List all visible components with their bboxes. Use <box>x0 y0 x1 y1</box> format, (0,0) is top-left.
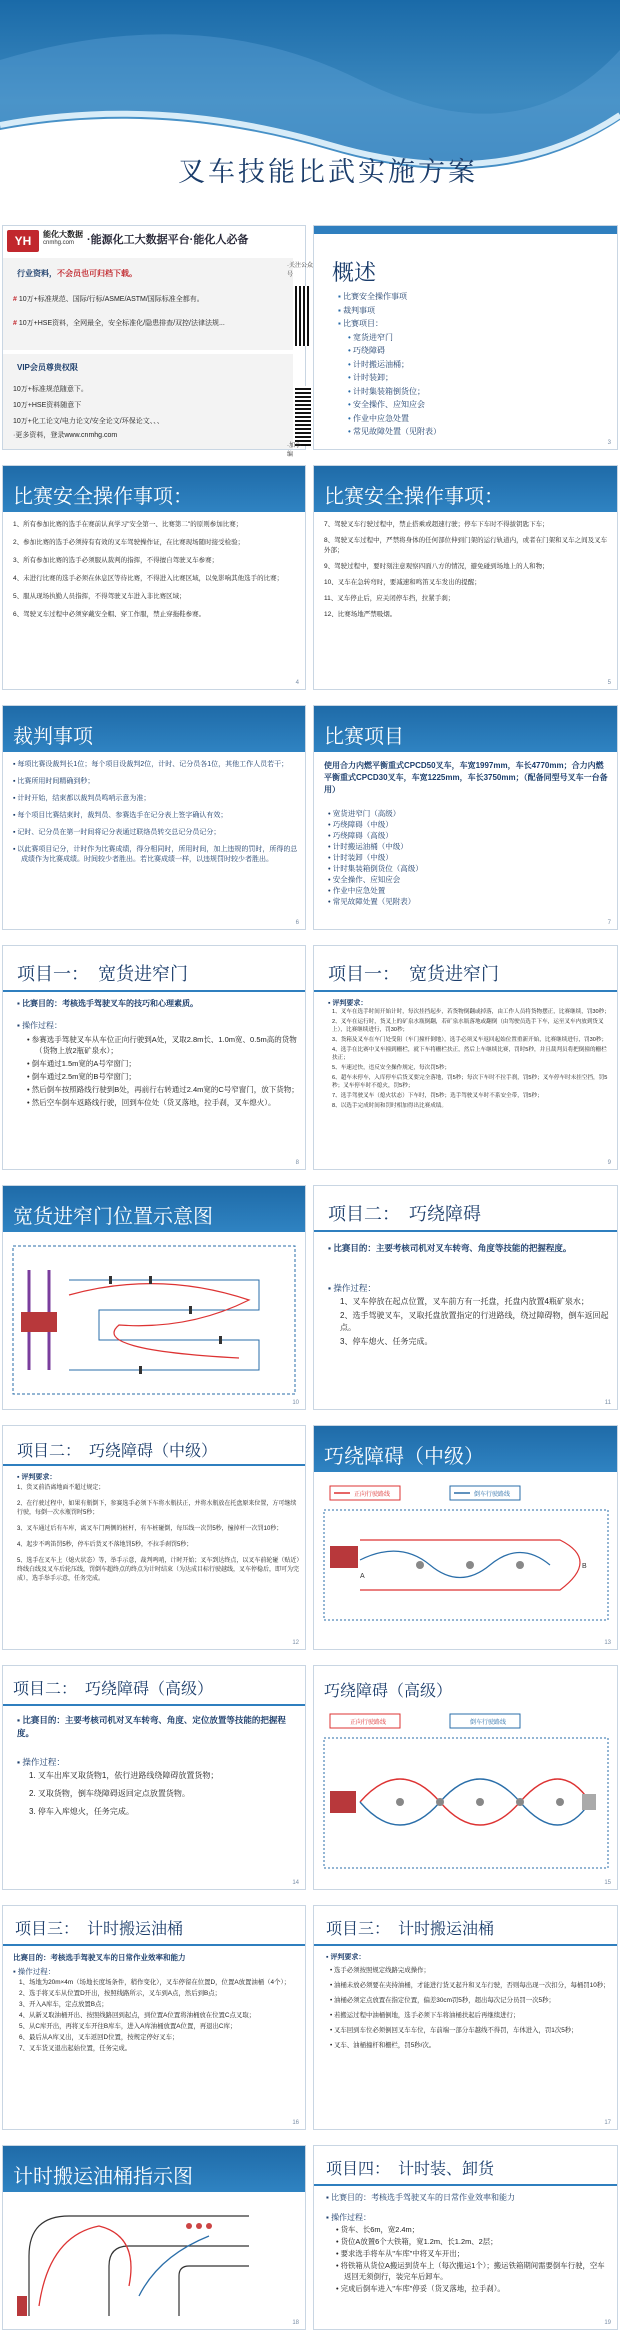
page-number: 19 <box>604 2320 611 2326</box>
overview-item: • 宽货进窄门 <box>338 331 441 345</box>
list-item: • 参赛选手驾驶叉车从车位正向行驶到A处，叉取2.8m长、1.0m宽、0.5m高的货物（货物上放2瓶矿泉水）； <box>27 1035 297 1055</box>
list-item: 5、服从现场执勤人员指挥，不得驾驶叉车进入非比赛区域； <box>13 593 186 600</box>
goal-text: 考核选手驾驶叉车的日常作业效率和能力 <box>50 1953 186 1962</box>
list-item: • 作业中应急处置 <box>328 886 386 895</box>
list-item: • 倒车通过2.5m宽的B号窄窗门； <box>27 1072 136 1081</box>
events-list <box>328 808 614 907</box>
proc-label: 操作过程： <box>22 1021 63 1030</box>
obstacle-high-diagram <box>320 1706 612 1881</box>
rules-label: ▪ 评判要求： <box>328 1000 368 1007</box>
proc-label: 操作过程： <box>22 1757 65 1767</box>
list-item: • 油桶必须定点放置在指定位置，偏差30cm罚5秒，超出每次记分员罚一次5秒； <box>330 1997 555 2004</box>
point-b: B <box>582 1563 587 1570</box>
overview-item: • 巧绕障碍 <box>338 344 441 358</box>
forklift-icon <box>330 1791 356 1813</box>
page-number: 10 <box>292 1400 299 1406</box>
project3-rules-title: 项目三： 计时搬运油桶 <box>326 1919 495 1938</box>
page-number: 13 <box>604 1640 611 1646</box>
project2-mid-title: 项目二： 巧绕障碍（中级） <box>17 1441 218 1460</box>
list-item: • 然后倒车按照路线行驶到B处，再前行右转通过2.4m宽的C号窄窗门，放下货物； <box>27 1085 299 1094</box>
events-title-bar <box>314 706 617 752</box>
goal-text: 考核选手驾驶叉车的日常作业效率和能力 <box>371 2193 516 2202</box>
overview-item: ▪ 裁判事项 <box>338 304 441 318</box>
project1-rules-slide <box>313 945 618 1170</box>
list-item: 5、选手在叉车上（熄火状态）等，举手示意，裁判鸣哨，计时开始；叉车到达终点，以叉车前轮碰（贴近）终线白线及叉车后轮压线，罚倒车超终点的终点为计时结束（为达成目标行驶越线，叉车停稳后，即可为完成），选手举手示意，任务完成。 <box>17 1558 300 1582</box>
referee-slide <box>2 705 306 930</box>
point-a: A <box>360 1573 365 1580</box>
vip-line-3: 10万+化工论文/电力论文/安全论文/环保论文、、、 <box>13 418 164 425</box>
ad-line1-text: 10万+标准规范、国际/行标/ASME/ASTM/国际标准全都有。 <box>18 296 204 303</box>
safety2-title: 比赛安全操作事项： <box>324 484 504 508</box>
referee-title: 裁判事项 <box>13 724 93 748</box>
legend-forward: 正向行驶路线 <box>350 1720 387 1726</box>
qr-code-icon <box>295 286 311 346</box>
list-item: 3. 停车入库熄火，任务完成。 <box>29 1807 134 1816</box>
list-item: • 选手必须按照规定线路完成操作； <box>330 1967 430 1974</box>
project3-steps <box>19 1978 301 2055</box>
ad-section1-label: 行业资料， <box>17 269 57 278</box>
project1-slide <box>2 945 306 1170</box>
list-item: ▪ 计时开始，结束都以裁判员鸣哨示意为准； <box>13 795 151 802</box>
project3-rules-slide <box>313 1905 618 2130</box>
list-item: 11、叉车停止后，应关闭停车挡，拉紧手刹； <box>324 595 455 602</box>
ad-line1-mark: # <box>13 296 17 303</box>
list-item: 5、从C库开出，再将叉车开往B库车，进入A库油桶放置A位置，再退出C库； <box>19 2023 237 2030</box>
overview-item: ▪ 比赛安全操作事项 <box>338 290 441 304</box>
project2-title: 项目二： 巧绕障碍 <box>328 1204 481 1225</box>
proc-label: 操作过程： <box>17 1967 56 1976</box>
ad-line-1 <box>13 294 204 304</box>
list-item: 6、驾驶叉车过程中必须穿戴安全帽、穿工作服，禁止穿拖鞋参赛。 <box>13 611 206 618</box>
project2-mid-rules <box>17 1484 301 1591</box>
list-item: ▪ 以此赛项目记分，计时作为比赛成绩，得分相同时，所用时间，加上违规的罚时，所得的总成绩作为比赛成绩。时间较少者胜出。若比赛成绩一样，以违规罚时较少者胜出。 <box>13 846 298 863</box>
goal-text: 主要考核司机对叉车转弯、角度、定位放置等技能的把握程度。 <box>17 1715 286 1738</box>
project1-header <box>3 946 305 992</box>
list-item: • 巧绕障碍（中级） <box>328 820 393 829</box>
project4-goal: ▪ 比赛目的：考核选手驾驶叉车的日常作业效率和能力 <box>326 2193 516 2202</box>
ad-line-2 <box>13 318 225 328</box>
goal-text: 主要考核司机对叉车转弯、角度等技能的把握程度。 <box>375 1243 572 1253</box>
list-item: • 完成后倒车进入"车库"停妥（货叉落地，拉手刹）。 <box>336 2284 505 2293</box>
list-item: 3、所有参加比赛的选手必须服从裁判的指挥，不得擅自驾驶叉车参赛； <box>13 557 219 564</box>
list-item: ▪ 每项比赛设裁判长1位；每个项目设裁判2位，计时、记分员各1位，其他工作人员若干； <box>13 761 289 768</box>
page-number: 12 <box>292 1640 299 1646</box>
ad-section1-note: 不会员也可归档下载。 <box>57 269 137 278</box>
overview-item: ▪ 比赛项目： <box>338 317 441 331</box>
project1-rules-header <box>314 946 617 992</box>
rules-label-text: 评判要求： <box>332 1000 368 1007</box>
page-number: 14 <box>292 1880 299 1886</box>
list-item: • 倒车通过1.5m宽的A号窄窗门； <box>27 1059 136 1068</box>
project3-slide <box>2 1905 306 2130</box>
overview-item: • 作业中应急处置 <box>338 412 441 426</box>
goal-label: 比赛目的： <box>333 1243 376 1253</box>
forklift-icon <box>330 1546 358 1568</box>
referee-title-bar <box>3 706 305 752</box>
safety2-list <box>324 520 610 626</box>
list-item: 6、最后从A库叉出，叉车返回D位置，按规定停好叉车； <box>19 2034 179 2041</box>
overview-item: • 安全操作、应知应会 <box>338 398 441 412</box>
list-item: 10、叉车在急转弯时，要减速和鸣笛叉车发出的提醒； <box>324 579 481 586</box>
overview-item: • 计时搬运油桶； <box>338 358 441 372</box>
goal-label: 比赛目的： <box>13 1953 51 1962</box>
list-item: • 宽货进窄门（高级） <box>328 809 401 818</box>
events-title: 比赛项目 <box>324 724 404 748</box>
project3-rules-list <box>330 1966 612 2056</box>
project2-high-title: 项目二： 巧绕障碍（高级） <box>13 1679 214 1698</box>
goal-label: 比赛目的： <box>22 1715 65 1725</box>
list-item: 4、从新叉取油桶开出、按照线路回到起点，到位置A位置将油桶放在位置C点叉取； <box>19 2012 256 2019</box>
obstacle-mid-diagram <box>320 1480 612 1640</box>
brand-slogan: ·能源化工大数据平台·能化人必备 <box>87 234 249 246</box>
page-number: 11 <box>604 1400 611 1406</box>
diagram3-title-bar <box>3 2146 305 2192</box>
proc-label: 操作过程： <box>333 1283 376 1293</box>
list-item: 4、未进行比赛的选手必须在休息区等待比赛，不得进入比赛区域，以免影响其他选手的比赛； <box>13 575 284 582</box>
events-slide <box>313 705 618 930</box>
list-item: 1、场地为20m×4m（场地长度场条件，稍作变化），叉车停留在位置D，位置A放置油桶（4个）； <box>19 1979 291 1986</box>
vip-line-2: 10万+HSE资料随意下 <box>13 402 82 409</box>
list-item: • 叉车回到车位必须倒回叉车车位，车前端一部分车越线不得罚，车体进入，罚1次5秒； <box>330 2027 578 2034</box>
project4-slide <box>313 2145 618 2330</box>
list-item: • 货车、长6m，宽2.4m； <box>336 2225 420 2234</box>
list-item: 2、参加比赛的选手必须持有有效的叉车驾驶操作证，在比赛现场随时接受检验； <box>13 539 245 546</box>
list-item: 1、叉车在选手时间开始计时，每次挂挡起步，若货物倒翻或掉落，由工作人员将货物摆正，比赛继续，罚30秒； <box>332 1009 610 1015</box>
project3-proc: ▪ 操作过程： <box>13 1967 56 1976</box>
ad-section1-heading <box>17 268 137 279</box>
safety1-list <box>13 520 299 628</box>
list-item: 12、比赛场地严禁吸烟。 <box>324 611 397 618</box>
overview-item: • 计时集装箱倒货位； <box>338 385 441 399</box>
list-item: 2、选手驾驶叉车，叉取托盘放置指定的行进路线，绕过障碍物，倒车返回起点。 <box>340 1311 609 1332</box>
brand-name: 能化大数据 <box>43 230 83 239</box>
cover-slide <box>0 0 620 225</box>
wide-cargo-diagram <box>9 1240 299 1400</box>
safety2-title-bar <box>314 466 617 512</box>
list-item: • 叉车、油桶撞杆和栅栏，罚5秒/次。 <box>330 2042 436 2049</box>
vip-heading: VIP会员尊贵权限 <box>17 363 78 372</box>
list-item: • 要求选手将车从"车库"中将叉车开出； <box>336 2249 465 2258</box>
diagram1-title: 宽货进窄门位置示意图 <box>13 1204 213 1228</box>
list-item: 1. 叉车出库叉取货物1，依行进路线绕障碍放置货物； <box>29 1771 219 1780</box>
rules-label: ▪ 评判要求： <box>17 1474 57 1481</box>
page-number: 18 <box>292 2320 299 2326</box>
events-intro: 使用合力内燃平衡重式CPCD50叉车，车宽1997mm，车长4770mm；合力内燃平衡重式CPCD30叉车，车宽1225mm，车长3750mm；（配备同型号叉车一台备用） <box>324 761 608 794</box>
page-number: 16 <box>292 2120 299 2126</box>
legend-forward: 正向行驶路线 <box>354 1492 391 1498</box>
qr-code-2-icon <box>295 386 311 446</box>
project4-title: 项目四： 计时装、卸货 <box>326 2159 495 2178</box>
list-item: 7、叉车货叉退出起始位置，任务完成。 <box>19 2045 132 2052</box>
page-number: 8 <box>295 1160 299 1166</box>
overview-item: • 常见故障处置（见附表） <box>338 425 441 439</box>
list-item: 5、车速过快，违反安全操作规定，每次罚5秒； <box>332 1065 451 1071</box>
list-item: • 计时集装箱倒货位（高级） <box>328 864 423 873</box>
ad-line2-mark: # <box>13 320 17 327</box>
vip-line-4[interactable]: ·更多资料，登录www.cnmhg.com <box>13 432 118 439</box>
safety-title-bar <box>3 466 305 512</box>
diagram1-slide <box>2 1185 306 1410</box>
legend-reverse: 倒车行驶路线 <box>474 1492 511 1498</box>
ad-line2-text: 10万+HSE资料，全网最全，安全标准化/隐患排查/双控/法律法规... <box>18 320 225 327</box>
diagram1-title-bar <box>3 1186 305 1232</box>
project2-mid-slide <box>2 1425 306 1650</box>
brand-domain: cnmhg.com <box>43 240 75 246</box>
oil-drum-diagram <box>9 2196 299 2326</box>
project2-high-header <box>3 1666 305 1706</box>
safety-slide-2 <box>313 465 618 690</box>
list-item: ▪ 每个项目比赛结束时，裁判员、参赛选手在记分表上签字确认有效； <box>13 812 228 819</box>
project1-steps <box>27 1034 299 1110</box>
overview-top-bar <box>314 226 617 234</box>
project2-slide <box>313 1185 618 1410</box>
diagram-mid-slide <box>313 1425 618 1650</box>
diagram-mid-title: 巧绕障碍（中级） <box>324 1444 484 1468</box>
ad-box-vip <box>3 354 293 449</box>
goal-label: 比赛目的： <box>22 999 63 1008</box>
rules-label-text: 评判要求： <box>21 1474 57 1481</box>
list-item: 2、叉车在运行时，货叉上的矿泉水瓶倒翻，若矿泉水瓶落地或翻倒（由驾驶员选手下车，运至叉车内放到货叉上），比赛继续进行，罚30秒； <box>332 1019 604 1033</box>
project2-high-proc: ▪ 操作过程： <box>17 1757 65 1767</box>
list-item: • 安全操作、应知应会 <box>328 875 401 884</box>
list-item: 4、选手在比赛中叉车撞到栅栏，就下车将栅栏扶正，然后上车继续比赛，罚时5秒，并且裁判员将把倒撞的栅栏扶正； <box>332 1047 607 1061</box>
forklift-icon <box>17 2296 27 2316</box>
project4-steps <box>336 2224 612 2295</box>
cover-wave-graphic <box>0 0 620 225</box>
forklift-icon <box>21 1312 57 1332</box>
vip-line-1: 10万+标准规范随意下。 <box>13 386 88 393</box>
list-item: 8、以选手完成时间和罚时相加得出比赛成绩。 <box>332 1103 447 1109</box>
list-item: 2. 叉取货物，倒车绕障碍返回定点放置货物。 <box>29 1789 190 1798</box>
list-item: 4、起步不鸣笛罚5秒，停车后货叉不落地罚5秒，不拉手刹罚5秒； <box>17 1542 193 1548</box>
ad-box-resources <box>3 258 293 350</box>
list-item: 9、驾驶过程中，要时刻注意观察四面八方的情况，避免碰到场地上的人和物； <box>324 563 549 570</box>
list-item: ▪ 记时、记分员在第一时间将记分表通过联络员转交总记分员记分； <box>13 829 221 836</box>
diagram-high-slide <box>313 1665 618 1890</box>
project2-high-slide <box>2 1665 306 1890</box>
page-number: 4 <box>295 680 299 686</box>
page-number: 9 <box>607 1160 611 1166</box>
diagram-high-title: 巧绕障碍（高级） <box>324 1681 453 1700</box>
project4-proc: ▪ 操作过程： <box>326 2213 372 2222</box>
project1-goal: ▪ 比赛目的：考核选手驾驶叉车的技巧和心理素质。 <box>17 999 199 1008</box>
overview-item: • 计时装卸； <box>338 371 441 385</box>
project1-title: 项目一： 宽货进窄门 <box>17 964 188 985</box>
project3-header <box>3 1906 305 1946</box>
diagram3-title: 计时搬运油桶指示图 <box>13 2164 193 2188</box>
diagram-mid-title-bar <box>314 1426 617 1472</box>
project2-high-steps <box>29 1770 299 1824</box>
ad-side-note: ·关注公众号 <box>287 263 313 278</box>
project2-mid-header <box>3 1426 305 1466</box>
project2-header <box>314 1186 617 1232</box>
list-item: • 若搬运过程中油桶倒地，选手必须下车将油桶扶起后再继续进行； <box>330 2012 520 2019</box>
list-item: 3、停车熄火、任务完成。 <box>340 1337 433 1346</box>
ad-side-note-2: ·加小编 <box>287 443 301 458</box>
project3-rules-header <box>314 1906 617 1946</box>
list-item: • 然后空车倒车返路线行驶，回到车位处（货叉落地，拉手刹，叉车熄火）。 <box>27 1098 276 1107</box>
list-item: 1、所有参加比赛的选手在赛前认真学习"安全第一、比赛第二"的原则参加比赛； <box>13 521 243 528</box>
list-item: • 计时搬运油桶（中级） <box>328 842 408 851</box>
safety-slide-1 <box>2 465 306 690</box>
list-item: 3、货箱及叉车在车门处受阻（车门撞杆倒地），选手必须叉车返回起始位置重新开始，比赛继续进行，罚30秒； <box>332 1037 608 1043</box>
goal-label: 比赛目的： <box>331 2193 372 2202</box>
page-number: 3 <box>607 440 611 446</box>
rules-label: ▪ 评判要求： <box>326 1954 366 1961</box>
diagram3-slide <box>2 2145 306 2330</box>
brand-logo: YH <box>7 230 39 252</box>
list-item: 7、选手驾驶叉车（熄火状态）下车时，罚5秒；选手驾驶叉车时不系安全带，罚5秒； <box>332 1093 543 1099</box>
list-item: ▪ 比赛所用时间精确到秒； <box>13 778 95 785</box>
list-item: • 将铁箱从货位A搬运到货车上（每次搬运1个）；搬运铁箱期间需要倒车行驶，空车返回无须倒行，装完车后卸车。 <box>336 2261 605 2281</box>
list-item: • 计时装卸（中级） <box>328 853 393 862</box>
overview-slide <box>313 225 618 450</box>
project1-proc: ▪ 操作过程： <box>17 1021 63 1030</box>
list-item: 3、叉车通过后有车库，离叉车门两侧的桩杆，有车桩碰倒，每压线一次罚5秒，撞掉杆一次罚10秒； <box>17 1526 283 1532</box>
list-item: • 油桶未放必须要在夹持油桶，才能进行货叉起升和叉车行驶，否则每出现一次扣分，每桶罚10秒； <box>330 1982 610 1989</box>
list-item: 2、选手将叉车从位置D开出，按照线路所示，叉车到A点，然后到B点； <box>19 1990 222 1997</box>
project2-steps <box>340 1296 610 1350</box>
project3-title: 项目三： 计时搬运油桶 <box>15 1919 184 1938</box>
goal-text: 考核选手驾驶叉车的技巧和心理素质。 <box>62 999 199 1008</box>
page-number: 5 <box>607 680 611 686</box>
project1-rules-title: 项目一： 宽货进窄门 <box>328 964 499 985</box>
project2-goal: ▪ 比赛目的：主要考核司机对叉车转弯、角度等技能的把握程度。 <box>328 1243 572 1253</box>
referee-list <box>13 760 299 872</box>
page-number: 6 <box>295 920 299 926</box>
project4-header <box>314 2146 617 2186</box>
list-item: 3、开入A库车，定点放置B点； <box>19 2001 108 2008</box>
ad-slide <box>2 225 313 458</box>
list-item: 1、货叉前沿离地面不超过规定； <box>17 1485 105 1491</box>
list-item: • 货位A放置6个大铁箱，宽1.2m、长1.2m、2层； <box>336 2237 498 2246</box>
overview-title: 概述 <box>332 261 377 286</box>
overview-list <box>338 290 441 439</box>
page-number: 17 <box>604 2120 611 2126</box>
page-number: 7 <box>607 920 611 926</box>
project1-rules-list <box>332 1008 612 1112</box>
list-item: • 巧绕障碍（高级） <box>328 831 393 840</box>
rules-label-text: 评判要求： <box>330 1954 366 1961</box>
project3-goal <box>13 1952 186 1963</box>
list-item: • 常见故障处置（见附表） <box>328 897 416 906</box>
cover-title: 叉车技能比武实施方案 <box>178 157 478 188</box>
list-item: 6、超车未停车，入库停车后货叉要完全落地，罚5秒；每次下车时不拉手刹，罚5秒；叉车停车时未挂空挡，罚5秒；叉车停车时不熄火，罚5秒； <box>332 1075 608 1089</box>
safety1-title: 比赛安全操作事项： <box>13 484 193 508</box>
list-item: 8、驾驶叉车过程中，严禁将身体的任何部位伸到门架的运行轨道内，或者在门架和叉车之间及叉车外部； <box>324 537 608 554</box>
project2-high-goal: ▪ 比赛目的：主要考核司机对叉车转弯、角度、定位放置等技能的把握程度。 <box>17 1715 286 1738</box>
list-item: 2、在行驶过程中，如果有瓶倒下，参赛选手必须下车将水瓶扶正，并将水瓶放在托盘原来位置，方可继续行驶，每倒一次水瓶罚时5秒； <box>17 1501 297 1516</box>
proc-label: 操作过程： <box>331 2213 372 2222</box>
page-number: 15 <box>604 1880 611 1886</box>
list-item: 7、驾驶叉车行驶过程中，禁止搭乘或超速行驶；停车下车时不得拔钥匙下车； <box>324 521 549 528</box>
legend-reverse: 倒车行驶路线 <box>470 1720 507 1726</box>
list-item: 1、叉车停放在起点位置，叉车前方有一托盘，托盘内放置4瓶矿泉水； <box>340 1297 589 1306</box>
project2-proc: ▪ 操作过程： <box>328 1283 376 1293</box>
